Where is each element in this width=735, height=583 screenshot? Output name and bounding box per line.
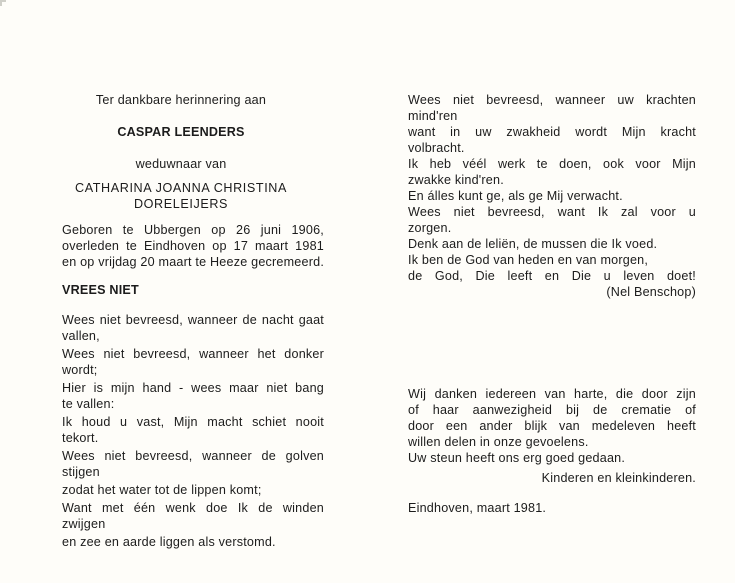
poem-author: (Nel Benschop) [606, 285, 696, 299]
spouse-name-line2: DORELEIJERS [133, 197, 229, 211]
relation-text: weduwnaar van [135, 157, 227, 171]
poem-line: tekort. [62, 431, 99, 445]
poem-line: Wees niet bevreesd, wanneer uw krachten [408, 93, 696, 107]
poem-line: de God, Die leeft en Die u leven doet! [408, 269, 696, 283]
spouse-name-line1: CATHARINA JOANNA CHRISTINA [75, 181, 287, 195]
intro-text: Ter dankbare herinnering aan [95, 93, 267, 107]
poem-line: volbracht. [408, 141, 465, 155]
poem-line: zorgen. [408, 221, 452, 235]
poem-line: want in uw zwakheid wordt Mijn kracht [408, 125, 696, 139]
birth-line: Geboren te Ubbergen op 26 juni 1906, [62, 223, 324, 237]
left-poem [62, 312, 324, 550]
thanks-text [408, 386, 696, 466]
poem-line: Wees niet bevreesd, wanneer het donker [62, 347, 324, 361]
poem-line: te vallen: [62, 397, 115, 411]
thanks-line: Uw steun heeft ons erg goed gedaan. [408, 451, 626, 465]
right-poem [408, 92, 696, 284]
poem-line: vallen, [62, 329, 100, 343]
thanks-line: door een ander blijk van medeleven heeft [408, 419, 696, 433]
deceased-name: CASPAR LEENDERS [117, 125, 245, 139]
thanks-line: of haar aanwezigheid bij de crematie of [408, 403, 696, 417]
poem-line: Wees niet bevreesd, wanneer de golven [62, 449, 324, 463]
poem-line: Wees niet bevreesd, want Ik zal voor u [408, 205, 696, 219]
signed-by: Kinderen en kleinkinderen. [541, 471, 696, 485]
corner-mark [0, 0, 2, 6]
poem-line: en zee en aarde liggen als verstomd. [62, 535, 276, 549]
poem-line: En álles kunt ge, als ge Mij verwacht. [408, 189, 623, 203]
poem-line: wordt; [62, 363, 98, 377]
poem-line: mind'ren [408, 109, 458, 123]
poem-line: Ik houd u vast, Mijn macht schiet nooit [62, 415, 324, 429]
poem-line: zwijgen [62, 517, 106, 531]
thanks-line: willen delen in onze gevoelens. [408, 435, 589, 449]
poem-line: Ik ben de God van heden en van morgen, [408, 253, 649, 267]
poem-line: Want met één wenk doe Ik de winden [62, 501, 324, 515]
poem-line: Ik heb véél werk te doen, ook voor Mijn [408, 157, 696, 171]
poem-line: zodat het water tot de lippen komt; [62, 483, 262, 497]
poem-line: Denk aan de leliën, de mussen die Ik voed. [408, 237, 658, 251]
thanks-line: Wij danken iedereen van harte, die door zijn [408, 387, 696, 401]
poem-line: stijgen [62, 465, 100, 479]
place-date: Eindhoven, maart 1981. [408, 501, 547, 515]
poem-line: Wees niet bevreesd, wanneer de nacht gaat [62, 313, 324, 327]
death-line: overleden te Eindhoven op 17 maart 1981 [62, 239, 324, 253]
poem-line: zwakke kind'ren. [408, 173, 504, 187]
poem-line: Hier is mijn hand - wees maar niet bang [62, 381, 324, 395]
poem-title: VREES NIET [62, 283, 139, 297]
cremation-line: en op vrijdag 20 maart te Heeze gecremeerd. [62, 255, 325, 269]
